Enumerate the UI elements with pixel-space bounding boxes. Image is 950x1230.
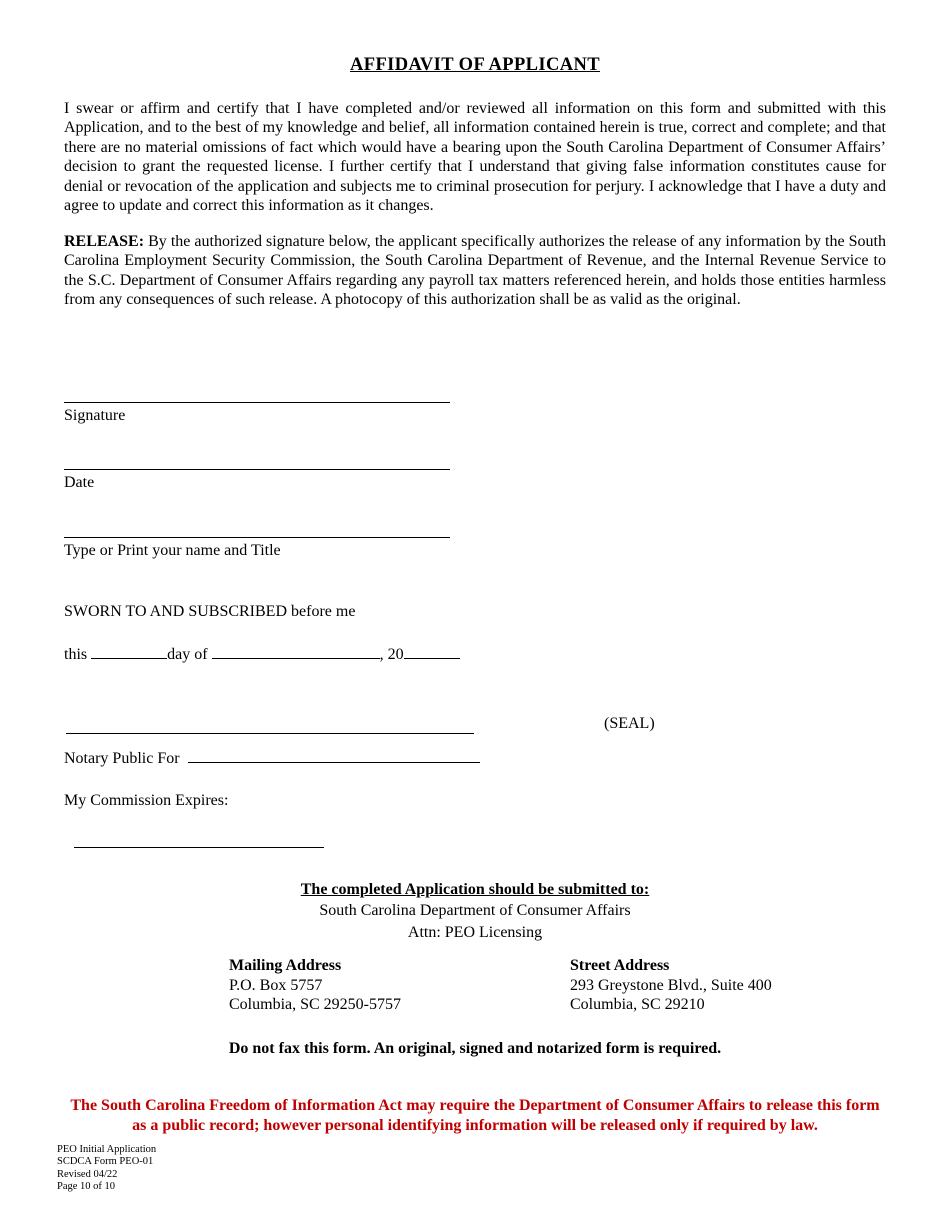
- street-address-line1: 293 Greystone Blvd., Suite 400: [570, 976, 772, 994]
- footer-line-form-number: SCDCA Form PEO-01: [57, 1156, 154, 1168]
- submission-block: [64, 880, 886, 943]
- mailing-address-line1: P.O. Box 5757: [229, 976, 323, 994]
- footer-line-form-name: PEO Initial Application: [57, 1144, 157, 1155]
- release-body: By the authorized signature below, the applicant specifically authorizes the release of any information by the South Carolina Employment Security Commission, the South Carolina Department of Revenue, and the Internal Revenue Service to the S.C. Department of Consumer Affairs regarding any payroll tax matters referenced herein, and holds those entities harmless from any consequences of such release. A photocopy of this authorization shall be as valid as the original.: [64, 232, 886, 309]
- affirmation-paragraph: I swear or affirm and certify that I have completed and/or reviewed all information on this form and submitted with this Application, and to the best of my knowledge and belief, all information contained herein is true, correct and complete; and that there are no material omissions of fact which would have a bearing upon the South Carolina Department of Consumer Affairs’ decision to grant the requested license. I further certify that I understand that giving false information constitutes cause for denial or revocation of the application and subjects me to criminal prosecution for perjury. I acknowledge that I have a duty and agree to update and correct this information as it changes.: [64, 99, 886, 215]
- year-prefix-label: , 20: [379, 645, 404, 663]
- commission-expires-label: My Commission Expires:: [64, 792, 229, 810]
- notary-signature-line[interactable]: [66, 717, 474, 734]
- this-label: this: [64, 645, 88, 663]
- notary-date-row: [64, 644, 886, 665]
- signature-field-group: [64, 402, 886, 426]
- day-of-label: day of: [167, 645, 208, 663]
- no-fax-notice: Do not fax this form. An original, signed and notarized form is required.: [228, 1039, 722, 1057]
- submission-org: South Carolina Department of Consumer Affairs: [319, 902, 631, 920]
- notary-public-for-blank[interactable]: [188, 748, 480, 763]
- date-line[interactable]: [64, 469, 450, 470]
- notary-signature-row: [64, 714, 886, 734]
- notary-public-for-label: Notary Public For: [64, 749, 180, 767]
- signature-line[interactable]: [64, 402, 450, 403]
- submission-heading: The completed Application should be submitted to:: [300, 880, 650, 898]
- signature-label: Signature: [64, 406, 126, 424]
- street-address-block: [570, 956, 772, 1015]
- mailing-address-heading: Mailing Address: [229, 957, 342, 975]
- name-title-field-group: [64, 537, 886, 561]
- submission-attn: Attn: PEO Licensing: [407, 923, 543, 941]
- name-title-line[interactable]: [64, 537, 450, 538]
- release-paragraph: [64, 232, 886, 310]
- footer-line-revised: Revised 04/22: [57, 1168, 118, 1180]
- month-blank[interactable]: [212, 644, 380, 659]
- page-title: AFFIDAVIT OF APPLICANT: [349, 55, 600, 75]
- date-label: Date: [64, 474, 95, 492]
- footer-line-page-number: Page 10 of 10: [57, 1181, 116, 1193]
- sworn-statement: SWORN TO AND SUBSCRIBED before me: [64, 603, 356, 621]
- date-field-group: [64, 469, 886, 493]
- year-blank[interactable]: [404, 644, 460, 659]
- address-row: [64, 956, 886, 1015]
- foia-notice: The South Carolina Freedom of Information Act may require the Department of Consumer Affairs to release this form as a public record; however personal identifying information will be released only if required by law.: [70, 1097, 880, 1134]
- mailing-address-line2: Columbia, SC 29250-5757: [229, 996, 402, 1014]
- seal-label: (SEAL): [604, 715, 655, 733]
- document-footer: [57, 1144, 156, 1194]
- name-title-label: Type or Print your name and Title: [64, 541, 281, 559]
- mailing-address-block: [229, 956, 570, 1015]
- street-address-heading: Street Address: [570, 957, 670, 975]
- day-blank[interactable]: [91, 644, 167, 659]
- release-label: RELEASE:: [64, 232, 145, 250]
- commission-expires-line[interactable]: [74, 847, 324, 848]
- street-address-line2: Columbia, SC 29210: [570, 996, 705, 1014]
- notary-public-for-row: [64, 748, 886, 769]
